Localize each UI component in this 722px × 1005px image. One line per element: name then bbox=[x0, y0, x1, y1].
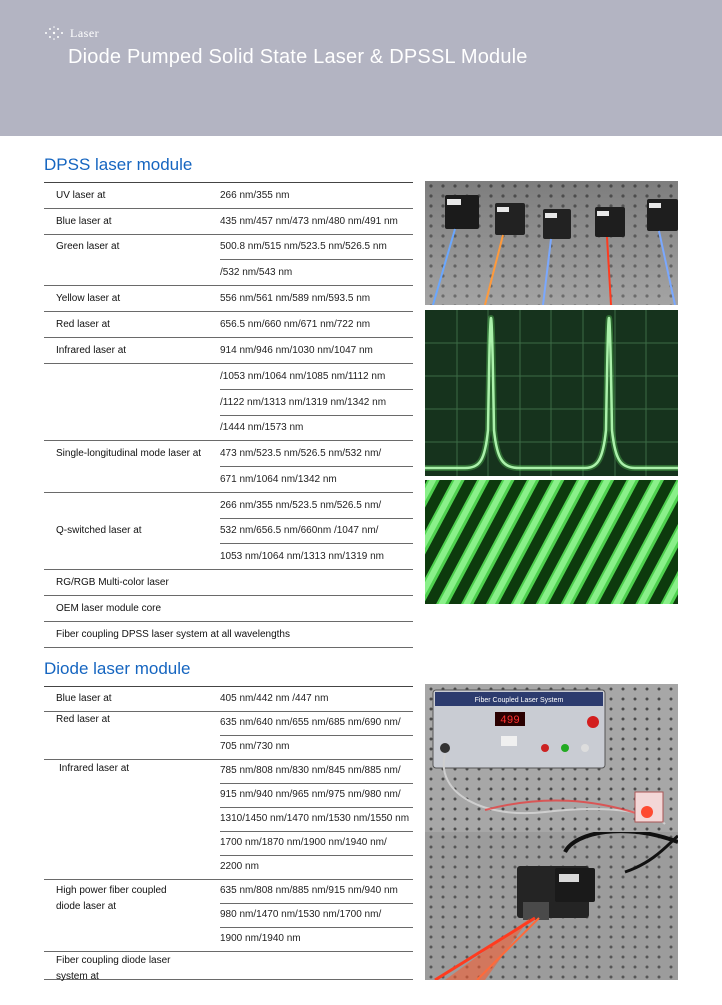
fiber-coupled-system-photo bbox=[425, 684, 678, 832]
row-label: RG/RGB Multi-color laser bbox=[56, 577, 169, 588]
row-value: 705 nm/730 nm bbox=[220, 741, 290, 752]
row-value: 656.5 nm/660 nm/671 nm/722 nm bbox=[220, 319, 371, 330]
sparkle-dots-icon bbox=[44, 25, 64, 41]
header-kicker bbox=[44, 25, 99, 41]
row-value: 435 nm/457 nm/473 nm/480 nm/491 nm bbox=[220, 216, 398, 227]
row-label: Blue laser at bbox=[56, 216, 112, 227]
row-value: 266 nm/355 nm bbox=[220, 190, 290, 201]
diode-table bbox=[44, 686, 413, 981]
page-title: Diode Pumped Solid State Laser & DPSSL Module bbox=[68, 46, 528, 68]
row-label: Infrared laser at bbox=[56, 345, 127, 356]
table-row bbox=[220, 441, 413, 467]
table-row bbox=[44, 596, 413, 622]
table-row bbox=[220, 364, 413, 390]
table-row bbox=[44, 312, 413, 338]
row-label: UV laser at bbox=[56, 190, 106, 201]
table-row bbox=[44, 286, 413, 312]
table-row bbox=[220, 710, 413, 736]
row-label: Red laser at bbox=[56, 319, 110, 330]
fiber-coupling-label-line2: system at bbox=[56, 971, 99, 982]
table-row bbox=[44, 467, 413, 493]
row-label: Green laser at bbox=[56, 241, 120, 252]
row-label: Q-switched laser at bbox=[56, 525, 142, 536]
row-value: /1444 nm/1573 nm bbox=[220, 422, 304, 433]
table-row bbox=[44, 183, 413, 209]
row-label: Blue laser at bbox=[56, 693, 112, 704]
oscilloscope-photo bbox=[425, 310, 678, 476]
table-row bbox=[220, 518, 413, 544]
row-value: 914 nm/946 nm/1030 nm/1047 nm bbox=[220, 345, 373, 356]
row-label: OEM laser module core bbox=[56, 603, 162, 614]
row-label: Red laser at bbox=[56, 714, 110, 725]
row-value: 1310/1450 nm/1470 nm/1530 nm/1550 nm bbox=[220, 813, 410, 824]
high-power-label-line1: High power fiber coupled bbox=[56, 885, 167, 896]
row-label: Yellow laser at bbox=[56, 293, 121, 304]
row-value: 266 nm/355 nm/523.5 nm/526.5 nm/ bbox=[220, 500, 382, 511]
table-row bbox=[220, 493, 413, 519]
dpss-section-title: DPSS laser module bbox=[44, 155, 193, 174]
table-row bbox=[44, 926, 413, 952]
row-value: 671 nm/1064 nm/1342 nm bbox=[220, 474, 337, 485]
interference-pattern-photo bbox=[425, 480, 678, 604]
row-value: 532 nm/656.5 nm/660nm /1047 nm/ bbox=[220, 525, 379, 536]
fiber-coupling-label bbox=[56, 953, 171, 985]
table-row bbox=[220, 830, 413, 856]
dpss-modules-illustration bbox=[425, 181, 678, 305]
row-value: 405 nm/442 nm /447 nm bbox=[220, 693, 329, 704]
row-label: Single-longitudinal mode laser at bbox=[56, 448, 202, 459]
row-value: 635 nm/808 nm/885 nm/915 nm/940 nm bbox=[220, 885, 398, 896]
table-row bbox=[44, 952, 413, 980]
dpss-table bbox=[44, 182, 413, 644]
table-row bbox=[220, 806, 413, 832]
row-value: 1700 nm/1870 nm/1900 nm/1940 nm/ bbox=[220, 837, 387, 848]
high-power-module-photo bbox=[425, 832, 678, 980]
green-fringe-illustration bbox=[425, 480, 678, 604]
row-value: 1900 nm/1940 nm bbox=[220, 933, 301, 944]
row-value: /532 nm/543 nm bbox=[220, 267, 293, 278]
system-panel-title: Fiber Coupled Laser System bbox=[474, 697, 564, 704]
fiber-coupled-system-illustration bbox=[425, 684, 678, 832]
table-row bbox=[44, 338, 413, 364]
table-row bbox=[220, 902, 413, 928]
header-kicker-text: Laser bbox=[70, 25, 100, 40]
row-label: Infrared laser at bbox=[59, 763, 130, 774]
row-value: 980 nm/1470 nm/1530 nm/1700 nm/ bbox=[220, 909, 382, 920]
table-row bbox=[44, 260, 413, 286]
row-value: 635 nm/640 nm/655 nm/685 nm/690 nm/ bbox=[220, 717, 401, 728]
row-value: 556 nm/561 nm/589 nm/593.5 nm bbox=[220, 293, 371, 304]
table-row bbox=[220, 758, 413, 784]
table-row bbox=[44, 209, 413, 235]
row-label: Fiber coupling DPSS laser system at all wavelengths bbox=[56, 629, 290, 640]
high-power-label bbox=[56, 883, 167, 915]
row-value: 785 nm/808 nm/830 nm/845 nm/885 nm/ bbox=[220, 765, 401, 776]
system-display-readout: 499 bbox=[500, 715, 520, 727]
row-value: 915 nm/940 nm/965 nm/975 nm/980 nm/ bbox=[220, 789, 401, 800]
page-header bbox=[0, 0, 722, 136]
fiber-coupling-label-line1: Fiber coupling diode laser bbox=[56, 955, 171, 966]
row-value: 1053 nm/1064 nm/1313 nm/1319 nm bbox=[220, 551, 384, 562]
row-value: /1053 nm/1064 nm/1085 nm/1112 nm bbox=[220, 371, 386, 382]
diode-section-title: Diode laser module bbox=[44, 659, 191, 678]
high-power-label-line2: diode laser at bbox=[56, 901, 117, 912]
row-value: /1122 nm/1313 nm/1319 nm/1342 nm bbox=[220, 397, 387, 408]
row-value: 500.8 nm/515 nm/523.5 nm/526.5 nm bbox=[220, 241, 387, 252]
table-row bbox=[220, 878, 413, 904]
table-row bbox=[44, 854, 413, 880]
table-row bbox=[44, 570, 413, 596]
row-value: 473 nm/523.5 nm/526.5 nm/532 nm/ bbox=[220, 448, 382, 459]
oscilloscope-trace-illustration bbox=[425, 310, 678, 476]
table-row bbox=[44, 544, 413, 570]
row-value: 2200 nm bbox=[220, 861, 259, 872]
high-power-module-illustration bbox=[425, 832, 678, 980]
dpss-modules-photo bbox=[425, 181, 678, 305]
table-row bbox=[220, 234, 413, 260]
table-row bbox=[44, 622, 413, 648]
table-row bbox=[220, 782, 413, 808]
table-row bbox=[220, 390, 413, 416]
table-row bbox=[44, 415, 413, 441]
